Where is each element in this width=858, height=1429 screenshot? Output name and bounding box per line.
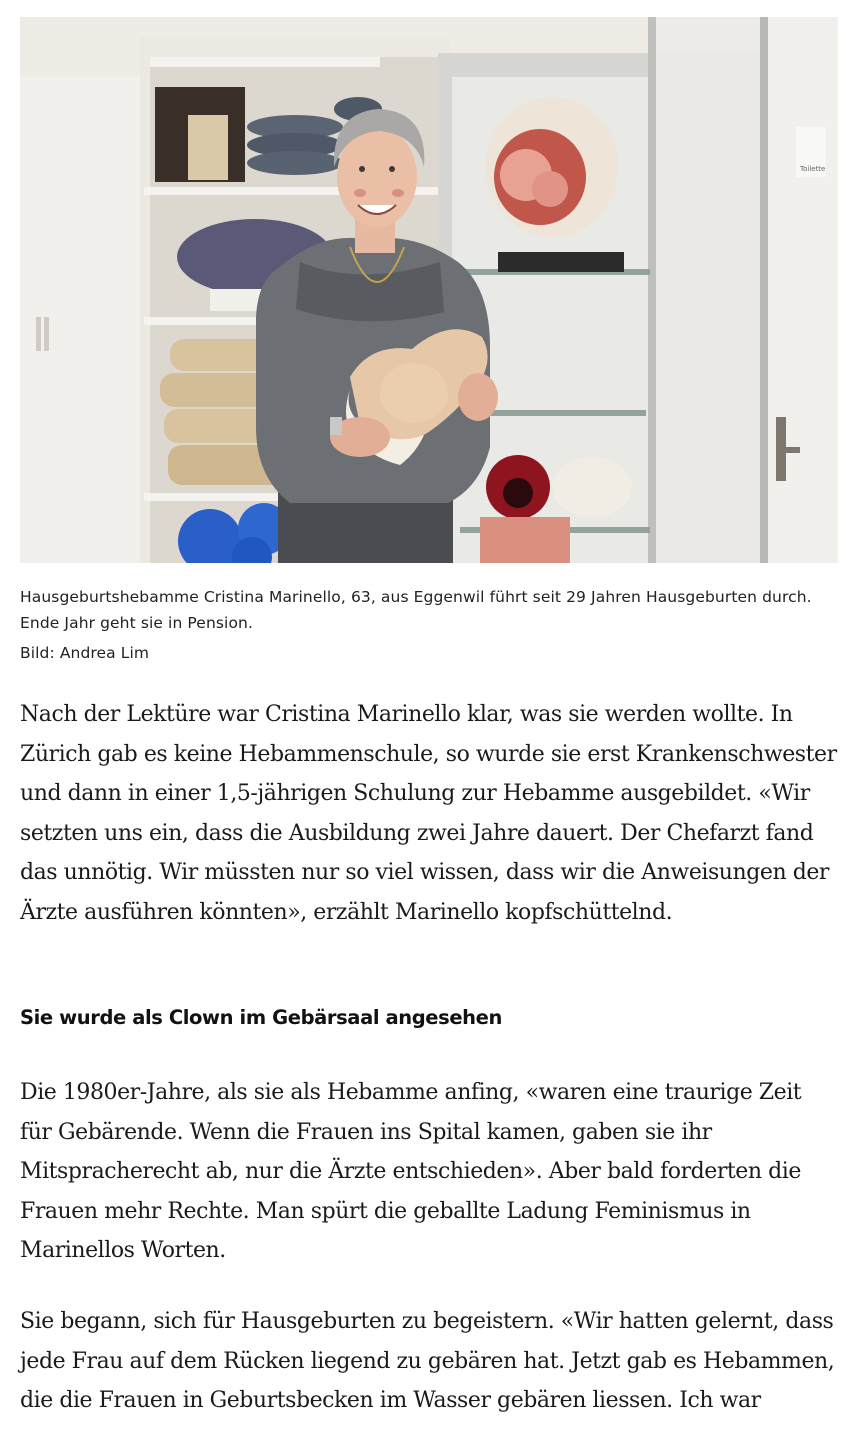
photo-credit: Bild: Andrea Lim	[20, 644, 150, 662]
photo-caption	[20, 584, 838, 666]
toilet-sign-text: Toilette	[800, 165, 826, 173]
photo-midwife-with-models	[20, 17, 838, 563]
article-paragraph-1: Nach der Lektüre war Cristina Marinello klar, was sie werden wollte. In Zürich gab es keine Hebammenschule, so wurde sie erst Krankenschwester und dann in einer 1,5-jährigen Schulung zur Hebamme ausgebildet. «Wir setzten uns ein, dass die Ausbildung zwei Jahre dauert. Der Chefarzt fand das unnötig. Wir müssten nur so viel wissen, dass wir die Anweisungen der Ärzte ausführen könnten», erzählt Marinello kopfschüttelnd.	[20, 702, 837, 925]
article-paragraph-3: Sie begann, sich für Hausgeburten zu begeistern. «Wir hatten gelernt, dass jede Frau auf dem Rücken liegend zu gebären hat. Jetzt gab es Hebammen, die die Frauen in Geburtsbecken im Wasser gebären liessen. Ich war	[20, 1309, 835, 1413]
caption-text: Hausgeburtshebamme Cristina Marinello, 63, aus Eggenwil führt seit 29 Jahren Hausgeburten durch. Ende Jahr geht sie in Pension.	[20, 588, 812, 632]
article-photo	[20, 17, 838, 563]
article-paragraph-2: Die 1980er-Jahre, als sie als Hebamme anfing, «waren eine traurige Zeit für Gebärende. Wenn die Frauen ins Spital kamen, gaben sie ihr Mitspracherecht ab, nur die Ärzte entschieden». Aber bald forderten die Frauen mehr Rechte. Man spürt die geballte Ladung Feminismus in Marinellos Worten.	[20, 1080, 802, 1263]
article-subheading: Sie wurde als Clown im Gebärsaal angesehen	[20, 1006, 502, 1029]
